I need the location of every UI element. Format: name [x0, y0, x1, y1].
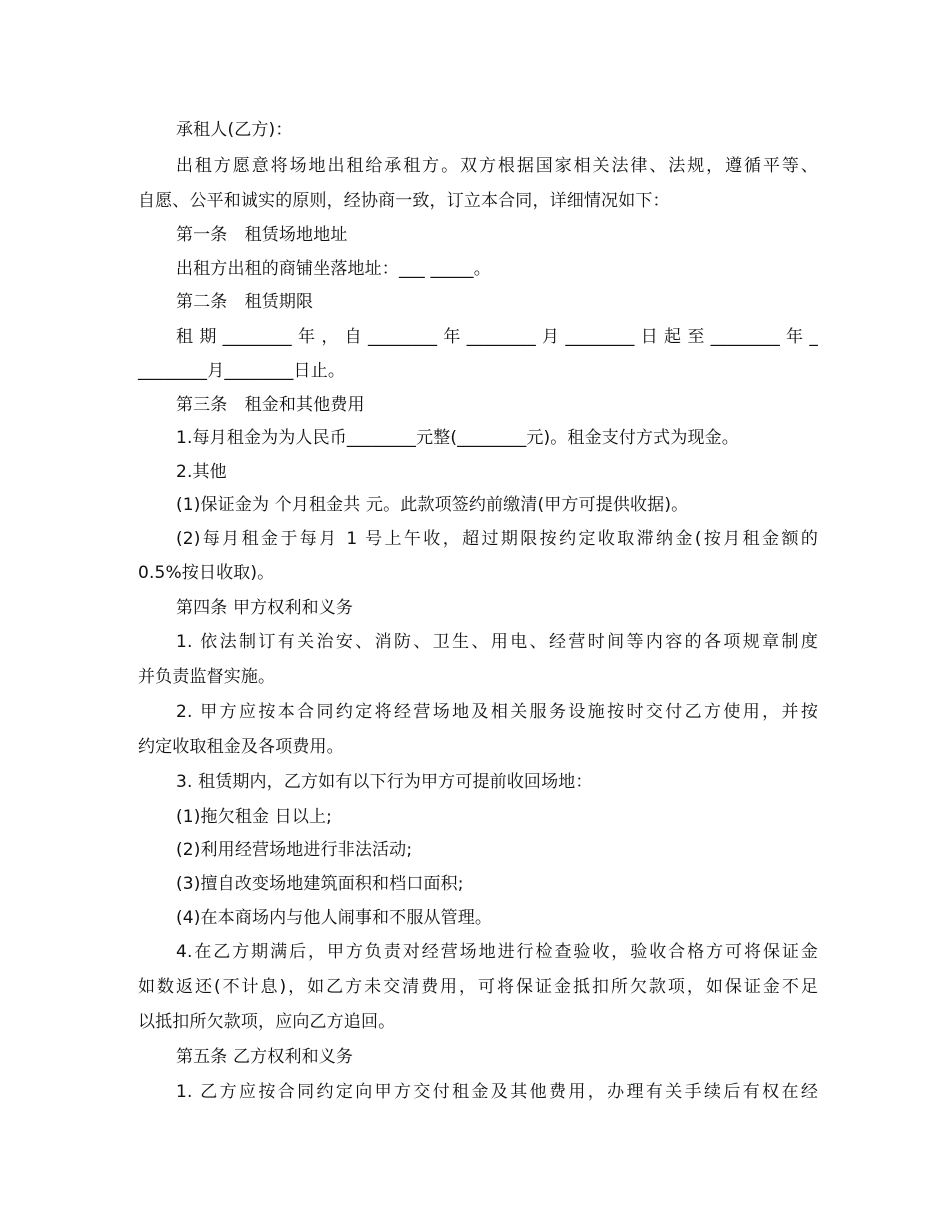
article-4-item-2-line: 2. 甲方应按本合同约定将经营场地及相关服务设施按时交付乙方使用，并按	[176, 702, 818, 722]
article-4-item-4-line: 4.在乙方期满后，甲方负责对经营场地进行检查验收，验收合格方可将保证金	[176, 942, 818, 962]
article-5-title: 第五条 乙方权利和义务	[176, 1047, 354, 1067]
article-3-title: 第三条 租金和其他费用	[176, 395, 365, 415]
article-3-subitem-1: (1)保证金为 个月租金共 元。此款项签约前缴清(甲方可提供收据)。	[176, 495, 689, 515]
article-4-subitem-1: (1)拖欠租金 日以上;	[176, 807, 333, 827]
article-4-item-4-line: 以抵扣所欠款项，应向乙方追回。	[138, 1012, 396, 1032]
article-5-item-1: 1. 乙方应按合同约定向甲方交付租金及其他费用，办理有关手续后有权在经	[176, 1082, 818, 1102]
article-4-item-3: 3. 租赁期内，乙方如有以下行为甲方可提前收回场地：	[176, 772, 593, 792]
article-3-subitem-2-line: 0.5%按日收取)。	[138, 563, 275, 583]
lessee-label: 承租人(乙方)：	[176, 120, 293, 140]
article-3-subitem-2-line: (2)每月租金于每月 1 号上午收，超过期限按约定收取滞纳金(按月租金额的	[176, 529, 818, 549]
article-2-title: 第二条 租赁期限	[176, 292, 314, 312]
article-3-item-1: 1.每月租金为为人民币________元整(________元)。租金支付方式为现金。	[176, 428, 739, 448]
article-3-item-2: 2.其他	[176, 462, 227, 482]
intro-paragraph-line: 自愿、公平和诚实的原则，经协商一致，订立本合同，详细情况如下：	[138, 191, 670, 211]
article-4-item-1-line: 并负责监督实施。	[138, 667, 276, 687]
article-4-title: 第四条 甲方权利和义务	[176, 598, 354, 618]
article-1-title: 第一条 租赁场地地址	[176, 225, 348, 245]
article-4-item-4-line: 如数返还(不计息)，如乙方未交清费用，可将保证金抵扣所欠款项，如保证金不足	[138, 977, 818, 997]
article-1-body: 出租方出租的商铺坐落地址：___ _____。	[176, 259, 491, 279]
article-4-subitem-2: (2)利用经营场地进行非法活动;	[176, 840, 413, 860]
article-4-item-2-line: 约定收取租金及各项费用。	[138, 737, 344, 757]
article-2-body-line: ________月________日止。	[138, 361, 345, 381]
article-4-subitem-4: (4)在本商场内与他人闹事和不服从管理。	[176, 908, 493, 928]
article-4-item-1-line: 1. 依法制订有关治安、消防、卫生、用电、经营时间等内容的各项规章制度	[176, 632, 818, 652]
article-2-body-line: 租期________年，自________年________月________日起至________年_	[176, 327, 818, 347]
intro-paragraph-line: 出租方愿意将场地出租给承租方。双方根据国家相关法律、法规，遵循平等、	[176, 156, 818, 176]
article-4-subitem-3: (3)擅自改变场地建筑面积和档口面积;	[176, 874, 464, 894]
